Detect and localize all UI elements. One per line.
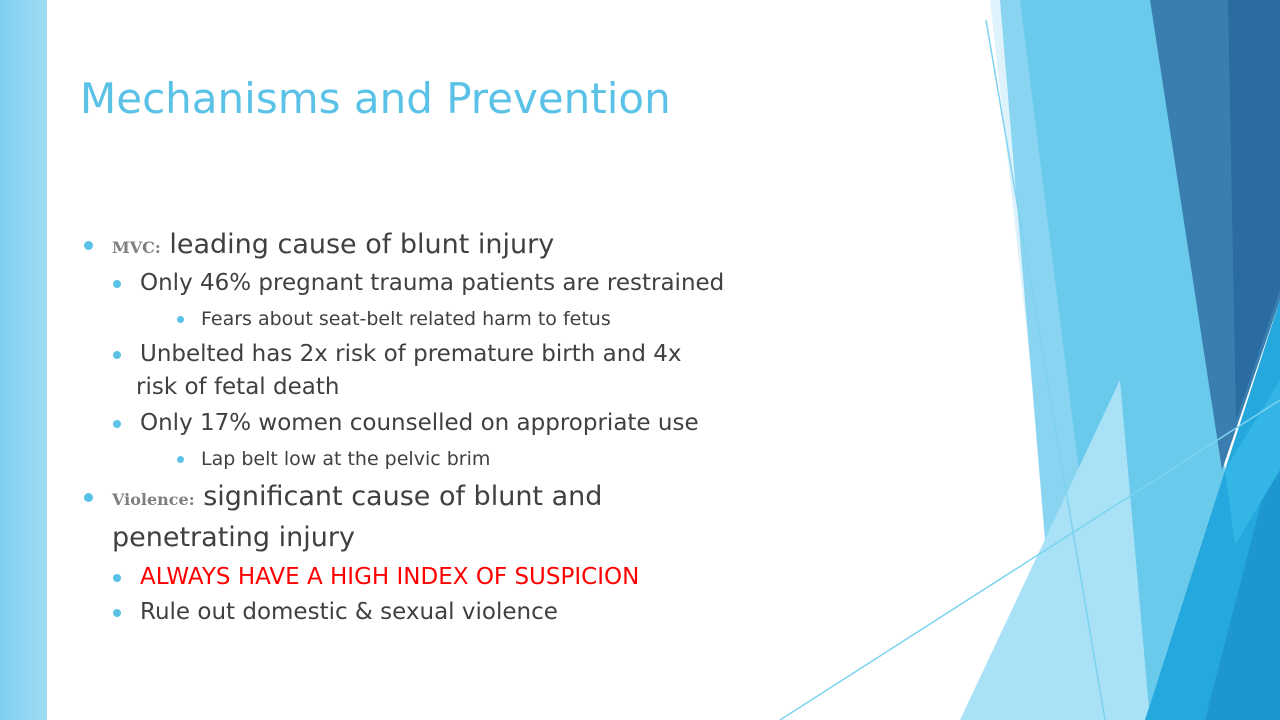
bullet-text: Fears about seat-belt related harm to fetus [201,308,611,330]
bullet-text: Rule out domestic & sexual violence [140,599,558,625]
bullet-text: leading cause of blunt injury [160,229,555,260]
sub-sub-bullet-seatbelt-fears [201,305,611,333]
sub-bullet-rule-out-violence [140,595,558,629]
bullet-violence-continuation [112,517,355,559]
bullet-text: Only 46% pregnant trauma patients are restrained [140,270,725,296]
bullet-text: Lap belt low at the pelvic brim [201,448,491,470]
sub-sub-bullet-lap-belt [201,445,490,473]
sub-bullet-counselled [140,406,699,440]
bullet-marker [113,574,121,582]
bullet-violence [112,476,602,521]
sub-bullet-restrained [140,266,724,300]
bullet-marker [113,420,121,428]
sub-bullet-high-index-suspicion [140,560,639,594]
bullet-marker [177,316,184,323]
bullet-continuation: risk of fetal death [136,374,340,400]
bullet-marker [84,241,93,250]
bullet-text: significant cause of blunt and [194,481,603,512]
bullet-text: Only 17% women counselled on appropriate use [140,410,699,436]
sub-bullet-unbelted-continuation [136,370,339,404]
bullet-marker [113,351,121,359]
bullet-text: ALWAYS HAVE A HIGH INDEX OF SUSPICION [140,564,640,590]
bullet-keyword: Violence: [112,490,195,509]
bullet-marker [84,493,93,502]
bullet-marker [113,609,121,617]
bullet-keyword: MVC: [112,238,161,257]
bullet-marker [177,456,184,463]
bullet-mvc [112,224,554,269]
bullet-marker [113,280,121,288]
sub-bullet-unbelted-risk [140,337,681,371]
slide-title: Mechanisms and Prevention [80,74,671,123]
bullet-text: Unbelted has 2x risk of premature birth and 4x [140,341,682,367]
bullet-continuation: penetrating injury [112,522,355,553]
